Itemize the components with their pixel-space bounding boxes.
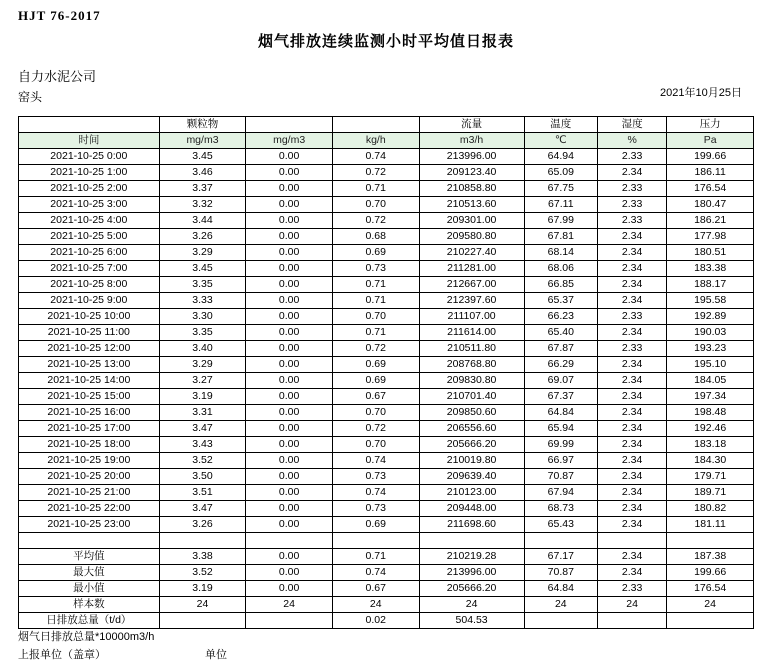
cell-value: 2.34	[597, 421, 666, 437]
cell-value: 2.34	[597, 261, 666, 277]
cell-value: 2.33	[597, 197, 666, 213]
cell-value: 2.34	[597, 293, 666, 309]
cell-value: 0.00	[246, 245, 333, 261]
cell-value: 3.52	[159, 565, 246, 581]
cell-value: 199.66	[667, 149, 754, 165]
cell-value: 210019.80	[419, 453, 524, 469]
cell-value: 189.71	[667, 485, 754, 501]
cell-value: 0.00	[246, 325, 333, 341]
footnote-unit: 单位	[205, 649, 227, 661]
cell-value: 197.34	[667, 389, 754, 405]
cell-value: 210513.60	[419, 197, 524, 213]
cell-value: 187.38	[667, 549, 754, 565]
cell-value: 2.33	[597, 149, 666, 165]
cell-time: 2021-10-25 11:00	[19, 325, 160, 341]
cell-value: 3.51	[159, 485, 246, 501]
cell-value	[524, 613, 597, 629]
cell-value: 209580.80	[419, 229, 524, 245]
page-title: 烟气排放连续监测小时平均值日报表	[257, 33, 514, 50]
cell-value: 0.73	[332, 501, 419, 517]
table-row	[19, 293, 754, 309]
cell-value: 186.11	[667, 165, 754, 181]
cell-value: 65.37	[524, 293, 597, 309]
cell-value: 0.00	[246, 389, 333, 405]
header-blank-2	[246, 117, 333, 133]
cell-value: 208768.80	[419, 357, 524, 373]
summary-row-minimum	[19, 581, 754, 597]
cell-time: 2021-10-25 13:00	[19, 357, 160, 373]
cell-value: 66.23	[524, 309, 597, 325]
cell-value: 2.34	[597, 373, 666, 389]
cell-value: 212667.00	[419, 277, 524, 293]
cell-value: 0.67	[332, 389, 419, 405]
cell-value: 0.72	[332, 213, 419, 229]
hourly-average-table	[18, 116, 754, 629]
cell-value: 192.46	[667, 421, 754, 437]
cell-value: 3.29	[159, 245, 246, 261]
spacer-cell	[597, 533, 666, 549]
cell-value: 184.05	[667, 373, 754, 389]
cell-value: 0.72	[332, 421, 419, 437]
cell-time: 2021-10-25 9:00	[19, 293, 160, 309]
cell-value: 188.17	[667, 277, 754, 293]
cell-value: 3.26	[159, 517, 246, 533]
cell-value: 2.34	[597, 405, 666, 421]
cell-value: 66.85	[524, 277, 597, 293]
cell-time: 2021-10-25 2:00	[19, 181, 160, 197]
cell-value: 176.54	[667, 581, 754, 597]
table-row	[19, 469, 754, 485]
standard-code: HJT 76-2017	[18, 8, 101, 23]
table-row	[19, 165, 754, 181]
table-row	[19, 325, 754, 341]
header-blank	[19, 117, 160, 133]
spacer-cell	[419, 533, 524, 549]
cell-value: 176.54	[667, 181, 754, 197]
cell-time: 2021-10-25 10:00	[19, 309, 160, 325]
cell-value: 3.26	[159, 229, 246, 245]
cell-value: 183.38	[667, 261, 754, 277]
cell-time: 2021-10-25 19:00	[19, 453, 160, 469]
cell-value: 3.40	[159, 341, 246, 357]
cell-value: 0.71	[332, 325, 419, 341]
cell-value: 205666.20	[419, 437, 524, 453]
cell-value: 0.69	[332, 357, 419, 373]
cell-time: 2021-10-25 12:00	[19, 341, 160, 357]
cell-value: 65.43	[524, 517, 597, 533]
summary-row-maximum	[19, 565, 754, 581]
cell-time: 2021-10-25 20:00	[19, 469, 160, 485]
cell-value: 0.00	[246, 341, 333, 357]
cell-value: 0.00	[246, 469, 333, 485]
cell-value: 67.87	[524, 341, 597, 357]
cell-value: 210219.28	[419, 549, 524, 565]
cell-value: 211614.00	[419, 325, 524, 341]
cell-time: 2021-10-25 21:00	[19, 485, 160, 501]
cell-value: 0.00	[246, 213, 333, 229]
cell-time: 2021-10-25 23:00	[19, 517, 160, 533]
cell-time: 2021-10-25 22:00	[19, 501, 160, 517]
table-row	[19, 453, 754, 469]
cell-value: 0.00	[246, 357, 333, 373]
table-row	[19, 341, 754, 357]
cell-value: 0.73	[332, 261, 419, 277]
cell-time: 2021-10-25 15:00	[19, 389, 160, 405]
cell-value: 0.72	[332, 165, 419, 181]
cell-value	[667, 613, 754, 629]
cell-value: 0.70	[332, 437, 419, 453]
cell-time: 2021-10-25 1:00	[19, 165, 160, 181]
cell-value: 209123.40	[419, 165, 524, 181]
cell-value: 209639.40	[419, 469, 524, 485]
cell-value: 24	[246, 597, 333, 613]
cell-value: 0.00	[246, 373, 333, 389]
cell-value: 205666.20	[419, 581, 524, 597]
cell-value: 24	[159, 597, 246, 613]
table-row	[19, 357, 754, 373]
cell-value: 2.34	[597, 469, 666, 485]
cell-value: 2.34	[597, 357, 666, 373]
cell-value: 69.07	[524, 373, 597, 389]
cell-value: 195.10	[667, 357, 754, 373]
cell-value: 67.99	[524, 213, 597, 229]
cell-value: 209830.80	[419, 373, 524, 389]
spacer-cell	[667, 533, 754, 549]
cell-time: 2021-10-25 18:00	[19, 437, 160, 453]
cell-value: 3.29	[159, 357, 246, 373]
cell-value: 0.00	[246, 485, 333, 501]
cell-time: 2021-10-25 0:00	[19, 149, 160, 165]
cell-value: 24	[419, 597, 524, 613]
cell-value: 211107.00	[419, 309, 524, 325]
cell-value: 2.34	[597, 277, 666, 293]
cell-value: 0.74	[332, 453, 419, 469]
table-row	[19, 229, 754, 245]
cell-value: 3.45	[159, 149, 246, 165]
cell-value	[246, 613, 333, 629]
cell-value: 67.81	[524, 229, 597, 245]
cell-value: 0.00	[246, 421, 333, 437]
summary-label: 最小值	[19, 581, 160, 597]
cell-value: 2.34	[597, 165, 666, 181]
company-name: 自力水泥公司	[18, 69, 97, 84]
cell-value: 3.31	[159, 405, 246, 421]
spacer-cell	[19, 533, 160, 549]
spacer-cell	[332, 533, 419, 549]
cell-value: 2.34	[597, 325, 666, 341]
cell-value: 65.09	[524, 165, 597, 181]
table-row	[19, 309, 754, 325]
table-row	[19, 389, 754, 405]
cell-value: 193.23	[667, 341, 754, 357]
cell-value: 2.34	[597, 565, 666, 581]
cell-value: 2.34	[597, 501, 666, 517]
cell-value: 65.40	[524, 325, 597, 341]
unit-temperature: ℃	[524, 133, 597, 149]
cell-value: 70.87	[524, 565, 597, 581]
cell-value: 0.00	[246, 501, 333, 517]
table-row	[19, 373, 754, 389]
cell-value: 3.50	[159, 469, 246, 485]
cell-value: 3.32	[159, 197, 246, 213]
cell-value: 0.00	[246, 405, 333, 421]
cell-value: 0.00	[246, 197, 333, 213]
cell-value: 0.73	[332, 469, 419, 485]
cell-value: 209448.00	[419, 501, 524, 517]
cell-value: 0.71	[332, 549, 419, 565]
table-row	[19, 405, 754, 421]
cell-value: 0.02	[332, 613, 419, 629]
table-row	[19, 277, 754, 293]
table-row	[19, 437, 754, 453]
cell-value: 2.34	[597, 245, 666, 261]
cell-value: 209301.00	[419, 213, 524, 229]
cell-value: 0.00	[246, 165, 333, 181]
cell-time: 2021-10-25 3:00	[19, 197, 160, 213]
header-blank-3	[332, 117, 419, 133]
cell-value: 2.34	[597, 437, 666, 453]
cell-value: 0.67	[332, 581, 419, 597]
cell-value: 199.66	[667, 565, 754, 581]
cell-value: 198.48	[667, 405, 754, 421]
table-group-header-row	[19, 117, 754, 133]
header-temperature: 温度	[524, 117, 597, 133]
cell-value: 190.03	[667, 325, 754, 341]
cell-value: 67.94	[524, 485, 597, 501]
table-row	[19, 181, 754, 197]
cell-value: 0.00	[246, 277, 333, 293]
cell-value: 64.84	[524, 405, 597, 421]
table-unit-row	[19, 133, 754, 149]
cell-value: 68.14	[524, 245, 597, 261]
spacer-cell	[246, 533, 333, 549]
cell-value: 210123.00	[419, 485, 524, 501]
cell-value: 3.45	[159, 261, 246, 277]
cell-value: 24	[597, 597, 666, 613]
cell-value: 70.87	[524, 469, 597, 485]
cell-value: 180.51	[667, 245, 754, 261]
cell-value: 3.47	[159, 421, 246, 437]
header-pressure: 压力	[667, 117, 754, 133]
cell-value: 211281.00	[419, 261, 524, 277]
cell-value: 213996.00	[419, 565, 524, 581]
table-row	[19, 501, 754, 517]
cell-time: 2021-10-25 6:00	[19, 245, 160, 261]
table-row	[19, 245, 754, 261]
unit-particulate-rate: kg/h	[332, 133, 419, 149]
cell-time: 2021-10-25 7:00	[19, 261, 160, 277]
cell-time: 2021-10-25 17:00	[19, 421, 160, 437]
cell-value: 180.47	[667, 197, 754, 213]
table-row	[19, 485, 754, 501]
cell-value: 0.71	[332, 181, 419, 197]
header-flow: 流量	[419, 117, 524, 133]
cell-value: 184.30	[667, 453, 754, 469]
cell-value: 0.74	[332, 485, 419, 501]
table-row	[19, 261, 754, 277]
cell-value: 67.75	[524, 181, 597, 197]
cell-value: 67.17	[524, 549, 597, 565]
cell-value: 181.11	[667, 517, 754, 533]
cell-value: 66.29	[524, 357, 597, 373]
summary-row-daily-total	[19, 613, 754, 629]
cell-value: 3.37	[159, 181, 246, 197]
cell-value: 210511.80	[419, 341, 524, 357]
cell-value: 0.00	[246, 453, 333, 469]
cell-value: 0.00	[246, 437, 333, 453]
cell-value: 177.98	[667, 229, 754, 245]
cell-value: 195.58	[667, 293, 754, 309]
unit-particulate-conc-2: mg/m3	[246, 133, 333, 149]
cell-value: 179.71	[667, 469, 754, 485]
cell-value: 3.44	[159, 213, 246, 229]
cell-value: 2.33	[597, 309, 666, 325]
cell-value: 64.94	[524, 149, 597, 165]
cell-value: 0.00	[246, 149, 333, 165]
table-row	[19, 421, 754, 437]
cell-value: 0.00	[246, 293, 333, 309]
cell-value: 3.43	[159, 437, 246, 453]
footnote-total-emission: 烟气日排放总量*10000m3/h	[18, 631, 155, 643]
cell-value: 183.18	[667, 437, 754, 453]
cell-value: 213996.00	[419, 149, 524, 165]
header-particulate: 颗粒物	[159, 117, 246, 133]
cell-value	[597, 613, 666, 629]
cell-value: 64.84	[524, 581, 597, 597]
table-spacer-row	[19, 533, 754, 549]
cell-value: 24	[524, 597, 597, 613]
cell-value: 0.74	[332, 149, 419, 165]
cell-value: 3.19	[159, 581, 246, 597]
table-row	[19, 517, 754, 533]
unit-flow: m3/h	[419, 133, 524, 149]
cell-value: 0.70	[332, 309, 419, 325]
cell-value: 0.69	[332, 373, 419, 389]
cell-value: 66.97	[524, 453, 597, 469]
cell-value: 0.00	[246, 261, 333, 277]
cell-value: 0.00	[246, 181, 333, 197]
cell-value: 2.33	[597, 581, 666, 597]
cell-value: 0.69	[332, 517, 419, 533]
cell-value: 0.00	[246, 549, 333, 565]
cell-value: 3.52	[159, 453, 246, 469]
summary-row-sample-count	[19, 597, 754, 613]
cell-value: 2.34	[597, 549, 666, 565]
cell-value: 209850.60	[419, 405, 524, 421]
cell-value: 67.11	[524, 197, 597, 213]
cell-time: 2021-10-25 14:00	[19, 373, 160, 389]
summary-row-average	[19, 549, 754, 565]
unit-pressure: Pa	[667, 133, 754, 149]
monitoring-point-name: 窑头	[18, 90, 43, 104]
cell-value: 0.74	[332, 565, 419, 581]
cell-value: 212397.60	[419, 293, 524, 309]
cell-value: 0.00	[246, 565, 333, 581]
cell-value: 2.33	[597, 213, 666, 229]
cell-value: 0.68	[332, 229, 419, 245]
cell-value: 186.21	[667, 213, 754, 229]
cell-value: 24	[667, 597, 754, 613]
cell-value: 504.53	[419, 613, 524, 629]
cell-value: 3.33	[159, 293, 246, 309]
cell-value: 3.27	[159, 373, 246, 389]
cell-time: 2021-10-25 16:00	[19, 405, 160, 421]
cell-value: 2.34	[597, 453, 666, 469]
unit-humidity: %	[597, 133, 666, 149]
cell-value: 67.37	[524, 389, 597, 405]
table-row	[19, 149, 754, 165]
cell-value: 2.34	[597, 389, 666, 405]
cell-value: 3.38	[159, 549, 246, 565]
cell-value: 69.99	[524, 437, 597, 453]
cell-value: 0.71	[332, 293, 419, 309]
cell-time: 2021-10-25 4:00	[19, 213, 160, 229]
cell-value: 3.47	[159, 501, 246, 517]
cell-value	[159, 613, 246, 629]
cell-value: 0.00	[246, 581, 333, 597]
cell-value: 68.73	[524, 501, 597, 517]
unit-particulate-conc: mg/m3	[159, 133, 246, 149]
cell-value: 2.34	[597, 517, 666, 533]
cell-value: 3.35	[159, 277, 246, 293]
summary-label: 平均值	[19, 549, 160, 565]
spacer-cell	[524, 533, 597, 549]
spacer-cell	[159, 533, 246, 549]
footnote-reporting-unit: 上报单位（盖章）	[18, 649, 106, 661]
cell-value: 210858.80	[419, 181, 524, 197]
cell-value: 210701.40	[419, 389, 524, 405]
cell-value: 3.19	[159, 389, 246, 405]
cell-time: 2021-10-25 5:00	[19, 229, 160, 245]
cell-value: 3.46	[159, 165, 246, 181]
cell-value: 192.89	[667, 309, 754, 325]
cell-value: 65.94	[524, 421, 597, 437]
cell-value: 2.33	[597, 341, 666, 357]
cell-value: 0.00	[246, 309, 333, 325]
cell-value: 3.30	[159, 309, 246, 325]
cell-value: 210227.40	[419, 245, 524, 261]
summary-label: 最大值	[19, 565, 160, 581]
header-humidity: 湿度	[597, 117, 666, 133]
cell-value: 2.34	[597, 229, 666, 245]
header-time: 时间	[19, 133, 160, 149]
cell-value: 3.35	[159, 325, 246, 341]
cell-value: 24	[332, 597, 419, 613]
table-row	[19, 213, 754, 229]
cell-value: 206556.60	[419, 421, 524, 437]
cell-value: 0.70	[332, 197, 419, 213]
cell-time: 2021-10-25 8:00	[19, 277, 160, 293]
cell-value: 180.82	[667, 501, 754, 517]
cell-value: 2.34	[597, 485, 666, 501]
cell-value: 211698.60	[419, 517, 524, 533]
cell-value: 0.72	[332, 341, 419, 357]
cell-value: 0.70	[332, 405, 419, 421]
summary-label: 样本数	[19, 597, 160, 613]
table-row	[19, 197, 754, 213]
cell-value: 0.71	[332, 277, 419, 293]
cell-value: 0.00	[246, 517, 333, 533]
cell-value: 68.06	[524, 261, 597, 277]
cell-value: 0.69	[332, 245, 419, 261]
summary-label: 日排放总量（t/d）	[19, 613, 160, 629]
cell-value: 2.33	[597, 181, 666, 197]
cell-value: 0.00	[246, 229, 333, 245]
report-date: 2021年10月25日	[660, 87, 742, 99]
